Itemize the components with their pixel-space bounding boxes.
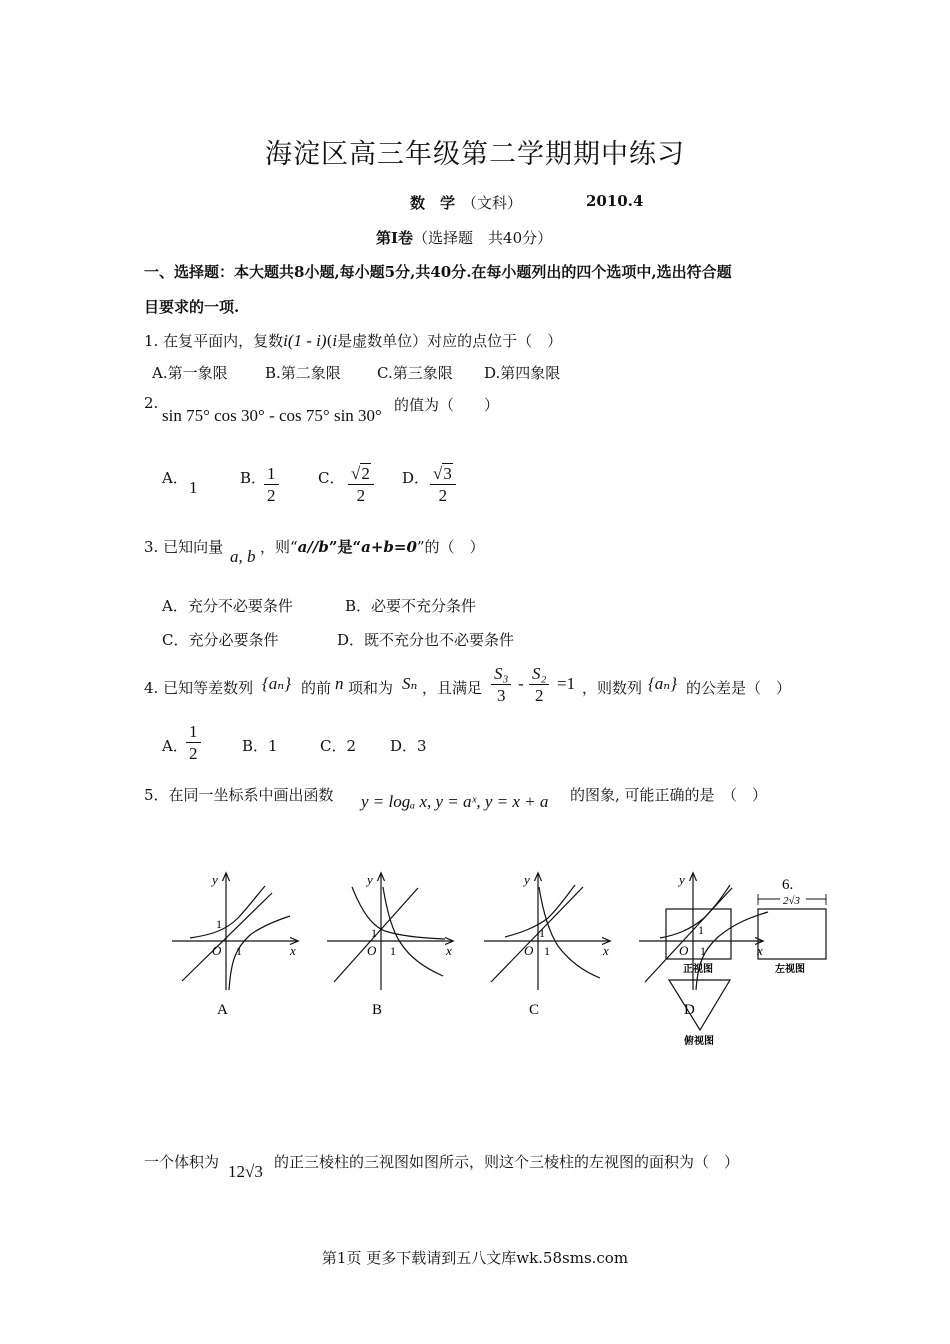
q1-paren: ( (326, 332, 333, 350)
q2-option-a-value: 1 (189, 478, 198, 497)
q5-suffix: 的图象, 可能正确的是 （ ） (570, 786, 768, 804)
q3-option-a: A．充分不必要条件 (162, 597, 293, 615)
graph-d-label: D (684, 1002, 695, 1018)
q2-option-d-fraction (430, 463, 456, 506)
q4-mid2: 项和为 (348, 679, 394, 697)
q4-option-d: D．3 (390, 737, 427, 755)
part-title: 第Ⅰ卷 (376, 229, 414, 247)
part-heading (376, 227, 552, 248)
q6-number: 6. (782, 877, 794, 893)
q3-option-b: B．必要不充分条件 (345, 597, 477, 615)
q1-option-a: A.第一象限 (152, 364, 228, 382)
graph-a-x-label: x (290, 943, 296, 958)
graph-c-y-label: y (524, 872, 530, 887)
graph-d-one-x: 1 (700, 944, 706, 958)
q6-prefix: 一个体积为 (144, 1153, 220, 1171)
q5-functions: y = logₐ x, y = aˣ, y = x + a (361, 792, 549, 811)
q3-option-d: D．既不充分也不必要条件 (337, 631, 515, 649)
graph-b-x-label: x (446, 943, 452, 958)
q3-condition: ，则“a//b”是“a+b=0”的（ ） (260, 538, 485, 556)
q2-b-denominator: 2 (267, 486, 276, 505)
q3-option-c: C．充分必要条件 (162, 631, 279, 649)
q4-option-b: B．1 (242, 737, 278, 755)
q2-b-numerator: 1 (264, 463, 279, 485)
q4-mid4: ，则数列 (582, 679, 643, 697)
q1-suffix: 是虚数单位）对应的点位于（ ） (337, 332, 563, 350)
q6-volume: 12√3 (228, 1162, 263, 1181)
q2-label-c: C． (318, 469, 345, 487)
q6-dimension-label: 2√3 (783, 895, 801, 907)
q4-mid1: 的前 (301, 679, 332, 697)
q2-label-d: D． (402, 469, 430, 487)
q5-graphs-figure (0, 860, 950, 1060)
graph-a-one-x: 1 (236, 944, 242, 958)
q1-option-d: D.第四象限 (484, 364, 561, 382)
graph-c-origin: O (524, 943, 534, 958)
front-view-label: 正视图 (683, 964, 713, 975)
q1-option-c: C.第三象限 (377, 364, 453, 382)
graph-b-one-x: 1 (390, 944, 396, 958)
graph-c (484, 874, 609, 990)
q4-fraction-s3: $\frac{\text{S₃}}{3}$ (491, 663, 511, 706)
q4-label-a: A． (162, 737, 188, 755)
subject: 数 学 (410, 194, 456, 212)
graph-c-one-y: 1 (539, 926, 545, 940)
q2-option-b-fraction (264, 463, 279, 506)
q4-sequence-2: {aₙ} (648, 674, 677, 693)
q1-var: i (332, 331, 338, 350)
graph-c-x-label: x (603, 943, 609, 958)
graph-d-one-y: 1 (698, 923, 704, 937)
graph-b-label: B (372, 1002, 383, 1018)
graph-d-x-label: x (757, 943, 763, 958)
q2-option-c-fraction (348, 463, 374, 506)
q6-suffix: 的正三棱柱的三视图如图所示，则这个三棱柱的左视图的面积为（ ） (274, 1153, 740, 1171)
graph-b (327, 874, 452, 990)
q2-d-numerator: √3 (430, 463, 456, 485)
q3-cond2: a+b=0 (361, 538, 417, 556)
graph-a (172, 874, 297, 990)
graph-d-y-label: y (679, 872, 685, 887)
q2-label-b: B． (240, 469, 267, 487)
graph-b-one-y: 1 (371, 926, 377, 940)
left-view-rect (758, 909, 826, 959)
q3-cond1: a//b (297, 538, 329, 556)
graph-a-one-y: 1 (216, 917, 222, 931)
top-view-label: 俯视图 (684, 1036, 714, 1047)
graph-b-origin: O (367, 943, 377, 958)
q5-prefix: 5．在同一坐标系中画出函数 (144, 786, 334, 804)
track: （文科） (462, 194, 523, 212)
graph-b-y-label: y (367, 872, 373, 887)
top-view-triangle (669, 980, 730, 1030)
q4-minus: - (518, 674, 524, 693)
q2-d-denominator: 2 (438, 486, 448, 505)
q4-sequence: {aₙ} (262, 674, 291, 693)
question-1 (144, 330, 562, 351)
q4-suffix: 的公差是（ ） (686, 679, 792, 697)
q4-option-c: C．2 (320, 737, 357, 755)
part-note: （选择题 共40分） (413, 229, 553, 247)
page-footer: 第1页 更多下载请到五八文库wk.58sms.com (321, 1249, 629, 1267)
q2-expression: sin 75° cos 30° - cos 75° sin 30° (162, 406, 382, 425)
q4-option-a-fraction: $\frac{1}{2}$ (186, 721, 201, 764)
left-view-label: 左视图 (775, 964, 805, 975)
q4-n: n (335, 674, 344, 693)
q4-mid3: ，且满足 (422, 679, 483, 697)
q2-label-a: A． (162, 469, 188, 487)
q1-expr: i(1 - i) (283, 331, 327, 350)
q4-fraction-s2: $\frac{\text{S₂}}{2}$ (529, 663, 549, 706)
exam-date: 2010.4 (586, 192, 644, 210)
q3-vars: a, b (230, 547, 256, 566)
section-instructions-line1: 一、选择题：本大题共8小题,每小题5分,共40分.在每小题列出的四个选项中,选出符合题 (144, 263, 732, 281)
graph-c-one-x: 1 (544, 944, 550, 958)
q1-option-b: B.第二象限 (265, 364, 341, 382)
q2-c-numerator: √2 (348, 463, 374, 485)
graph-d-origin: O (679, 943, 689, 958)
section-instructions-line2: 目要求的一项. (144, 298, 240, 316)
graph-a-origin: O (212, 943, 222, 958)
q4-prefix: 4. 已知等差数列 (144, 679, 254, 697)
q2-suffix: 的值为（ ） (394, 396, 500, 414)
page-title: 海淀区高三年级第二学期期中练习 (265, 139, 685, 170)
q2-number: 2. (144, 394, 159, 412)
q1-prefix: 1. 在复平面内，复数 (144, 332, 284, 350)
graph-a-y-label: y (212, 872, 218, 887)
graph-c-label: C (529, 1002, 540, 1018)
q4-sn: Sₙ (402, 674, 418, 693)
q2-c-denominator: 2 (356, 486, 366, 505)
q4-equals: =1 (557, 674, 576, 693)
graph-a-label: A (217, 1002, 228, 1018)
q3-prefix: 3. 已知向量 (144, 538, 224, 556)
